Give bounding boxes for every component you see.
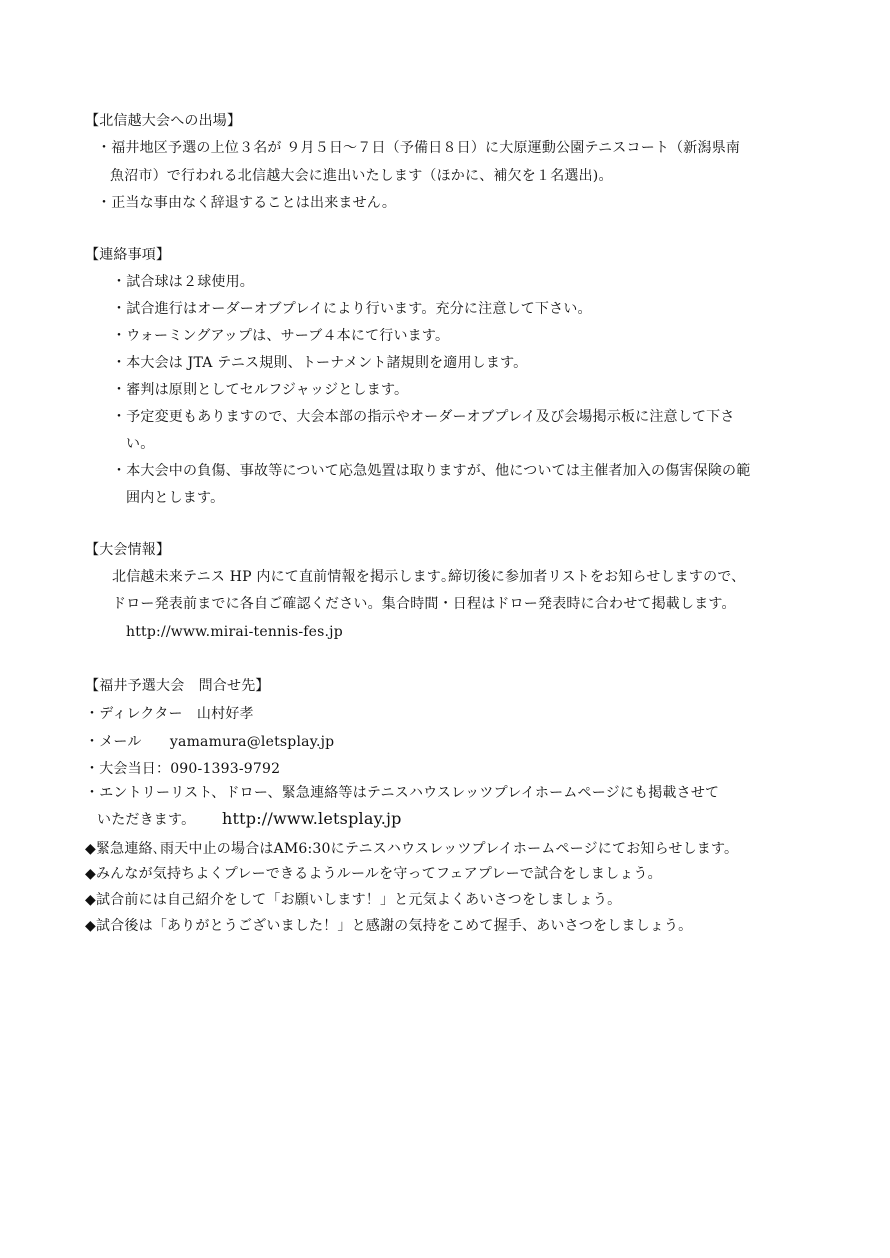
entry-line: いただきます。 <box>97 812 196 828</box>
letsplay-url-link[interactable]: http://www.letsplay.jp <box>222 809 402 828</box>
section-heading-hokushinetsu: 【北信越大会への出場】 <box>85 113 242 129</box>
list-item: い。 <box>126 436 155 452</box>
tournament-url-link[interactable]: http://www.mirai-tennis-fes.jp <box>126 624 343 640</box>
paragraph-line: ドロー発表前までに各自ご確認ください。集合時間・日程はドロー発表時に合わせて掲載します。 <box>112 596 736 612</box>
list-item: 囲内とします。 <box>126 490 225 506</box>
list-item: ・試合進行はオーダーオブプレイにより行います。充分に注意して下さい。 <box>112 301 592 317</box>
list-item: ・試合球は２球使用。 <box>112 274 254 290</box>
note-line: ◆みんなが気持ちよくプレーできるようルールを守ってフェアプレーで試合をしましょう。 <box>85 866 662 882</box>
paragraph-line: 北信越未来テニス HP 内にて直前情報を掲示します｡締切後に参加者リストをお知らせしますので、 <box>112 569 746 585</box>
phone-line: ・大会当日：090-1393-9792 <box>85 761 281 777</box>
entry-line: ・エントリーリスト、ドロー、緊急連絡等はテニスハウスレッツプレイホームページにも掲載させて <box>85 785 720 801</box>
note-line: ◆緊急連絡､雨天中止の場合はAM6:30にテニスハウスレッツプレイホームページにてお知らせします。 <box>85 841 739 857</box>
section-heading-notices: 【連絡事項】 <box>85 247 171 263</box>
note-line: ◆試合前には自己紹介をして「お願いします！」と元気よくあいさつをしましょう。 <box>85 892 622 908</box>
section-heading-contact: 【福井予選大会 問合せ先】 <box>85 678 270 694</box>
list-item: ・本大会は JTA テニス規則、トーナメント諸規則を適用します。 <box>112 355 528 371</box>
list-item: ・審判は原則としてセルフジャッジとします。 <box>112 382 409 398</box>
list-item: ・本大会中の負傷、事故等について応急処置は取りますが、他については主催者加入の傷害保険の範 <box>112 463 751 479</box>
list-item: ・予定変更もありますので、大会本部の指示やオーダーオブプレイ及び会場掲示板に注意して下さ <box>112 409 735 425</box>
director-line: ・ディレクター 山村好孝 <box>85 706 254 722</box>
paragraph-line: 魚沼市）で行われる北信越大会に進出いたします（ほかに、補欠を１名選出)。 <box>110 168 613 184</box>
list-item: ・ウォーミングアップは、サーブ４本にて行います。 <box>112 328 450 344</box>
mail-line: ・メール yamamura@letsplay.jp <box>85 734 335 750</box>
paragraph-line: ・福井地区予選の上位３名が ９月５日～７日（予備日８日）に大原運動公園テニスコート（新潟県南 <box>97 140 741 156</box>
note-line: ◆試合後は「ありがとうございました！」と感謝の気持をこめて握手、あいさつをしましょう。 <box>85 918 693 934</box>
section-heading-tournament-info: 【大会情報】 <box>85 542 171 558</box>
list-item: ・正当な事由なく辞退することは出来ません。 <box>97 195 397 211</box>
